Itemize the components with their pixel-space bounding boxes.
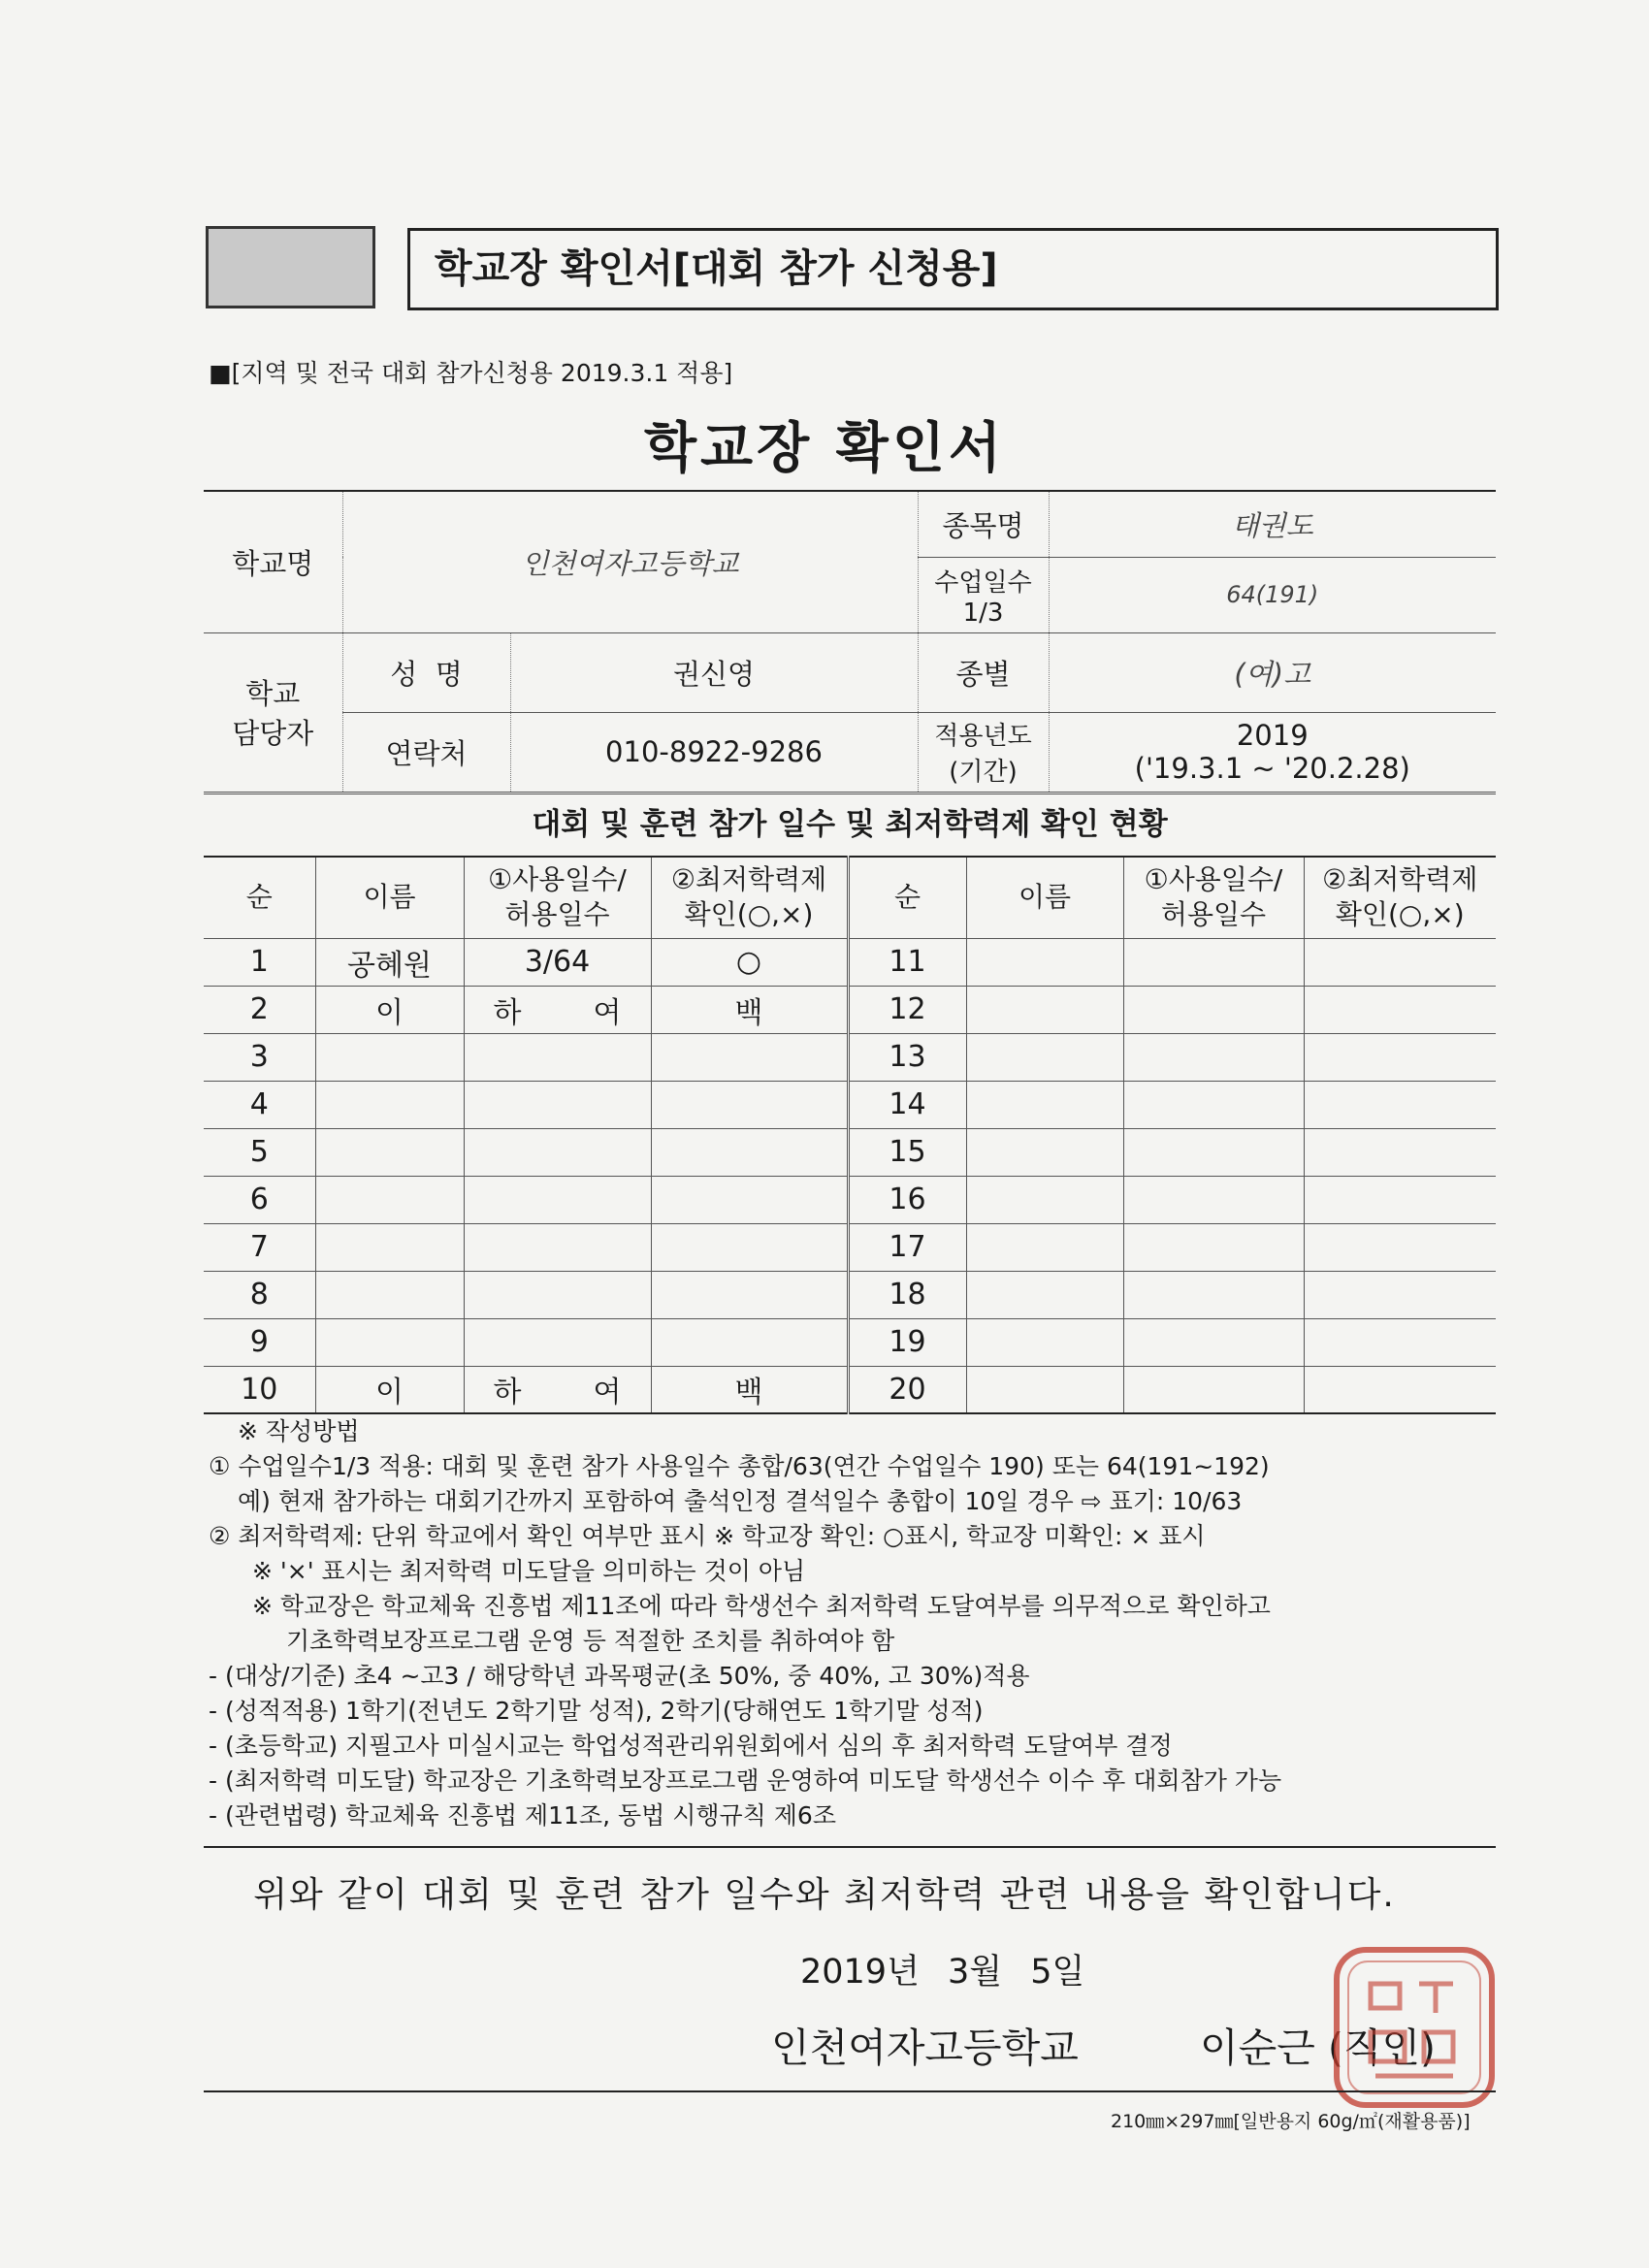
row-number: 12 <box>848 986 966 1033</box>
row-number: 17 <box>848 1223 966 1271</box>
row-days <box>1123 1318 1304 1366</box>
row-min <box>1304 1081 1496 1128</box>
row-days <box>464 1271 651 1318</box>
table-row <box>204 1176 1496 1223</box>
row-number: 15 <box>848 1128 966 1176</box>
header-days: ①사용일수/ 허용일수 <box>464 857 651 938</box>
row-min <box>651 1128 848 1176</box>
row-number: 19 <box>848 1318 966 1366</box>
divider <box>204 2090 1496 2092</box>
table-row <box>204 1318 1496 1366</box>
row-name <box>966 1033 1123 1081</box>
row-days <box>1123 1271 1304 1318</box>
header-min: ②최저학력제 확인(○,×) <box>1304 857 1496 938</box>
divider <box>204 1846 1496 1848</box>
page-title: 학교장 확인서 <box>643 417 1006 480</box>
event-label: 종목명 <box>918 491 1049 557</box>
school-info-table <box>204 490 1496 793</box>
row-min: 백 <box>651 986 848 1033</box>
table-row <box>204 1366 1496 1413</box>
note-line: ※ '×' 표시는 최저학력 미도달을 의미하는 것이 아님 <box>252 1557 806 1585</box>
class-days-value: 64(191) <box>1049 557 1496 632</box>
row-days <box>1123 1033 1304 1081</box>
row-min <box>1304 1366 1496 1413</box>
school-name-label: 학교명 <box>204 491 342 632</box>
note-line: ① 수업일수1/3 적용: 대회 및 훈련 참가 사용일수 총합/63(연간 수업일수 190) 또는 64(191~192) <box>209 1452 1270 1480</box>
row-name <box>315 1081 464 1128</box>
header-no: 순 <box>204 857 315 938</box>
row-name: 이 <box>315 1366 464 1413</box>
name-label: 성 명 <box>342 632 510 712</box>
year-label: 적용년도 (기간) <box>918 712 1049 792</box>
row-days <box>1123 1081 1304 1128</box>
row-name <box>966 986 1123 1033</box>
signature-date: 2019년 3월 5일 <box>800 1953 1085 1992</box>
table-row <box>204 1223 1496 1271</box>
row-min <box>1304 1223 1496 1271</box>
row-name <box>966 1271 1123 1318</box>
row-days <box>1123 1176 1304 1223</box>
row-min <box>1304 1318 1496 1366</box>
note-line: 기초학력보장프로그램 운영 등 적절한 조치를 취하여야 함 <box>286 1627 895 1655</box>
row-name <box>966 1176 1123 1223</box>
table-row <box>204 1128 1496 1176</box>
row-days <box>1123 1128 1304 1176</box>
row-min <box>1304 938 1496 986</box>
row-name <box>315 1128 464 1176</box>
table-row <box>204 1271 1496 1318</box>
note-line: - (대상/기준) 초4 ~고3 / 해당학년 과목평균(초 50%, 중 40%, 고 30%)적용 <box>209 1662 1030 1690</box>
row-number: 1 <box>204 938 315 986</box>
row-days: 3/64 <box>464 938 651 986</box>
row-days <box>1123 1366 1304 1413</box>
row-days <box>464 1318 651 1366</box>
row-days <box>464 1033 651 1081</box>
year-value: 2019 ('19.3.1 ~ '20.2.28) <box>1049 712 1496 792</box>
form-notice: ■[지역 및 전국 대회 참가신청용 2019.3.1 적용] <box>209 359 733 387</box>
header-days: ①사용일수/ 허용일수 <box>1123 857 1304 938</box>
manager-label: 학교 담당자 <box>204 632 342 792</box>
header-name: 이름 <box>315 857 464 938</box>
note-line: ② 최저학력제: 단위 학교에서 확인 여부만 표시 ※ 학교장 확인: ○표시, 학교장 미확인: × 표시 <box>209 1522 1206 1550</box>
header-min: ②최저학력제 확인(○,×) <box>651 857 848 938</box>
note-line: - (성적적용) 1학기(전년도 2학기말 성적), 2학기(당해연도 1학기말 성적) <box>209 1697 984 1725</box>
row-min <box>651 1081 848 1128</box>
event-value: 태권도 <box>1049 491 1496 557</box>
paper-spec: 210㎜×297㎜[일반용지 60g/㎡(재활용품)] <box>1111 2111 1471 2132</box>
header-name: 이름 <box>966 857 1123 938</box>
row-min: ○ <box>651 938 848 986</box>
row-name <box>315 1033 464 1081</box>
form-title: 학교장 확인서[대회 참가 신청용] <box>407 228 1499 310</box>
row-days <box>1123 1223 1304 1271</box>
row-name <box>966 1223 1123 1271</box>
row-min <box>651 1271 848 1318</box>
type-value: (여)고 <box>1049 632 1496 712</box>
row-number: 3 <box>204 1033 315 1081</box>
contact-value: 010-8922-9286 <box>510 712 918 792</box>
row-days <box>1123 986 1304 1033</box>
principal-signature: 이순근 (직인) <box>1200 2025 1437 2071</box>
row-min <box>651 1318 848 1366</box>
row-number: 4 <box>204 1081 315 1128</box>
photo-placeholder-box <box>206 226 375 308</box>
row-days <box>1123 938 1304 986</box>
row-number: 5 <box>204 1128 315 1176</box>
row-min <box>1304 1176 1496 1223</box>
table-row <box>204 986 1496 1033</box>
row-name <box>966 1081 1123 1128</box>
row-days <box>464 986 651 1033</box>
school-name-value: 인천여자고등학교 <box>342 491 918 632</box>
row-name: 공혜원 <box>315 938 464 986</box>
row-days-part: 여 <box>593 995 622 1030</box>
note-line: - (최저학력 미도달) 학교장은 기초학력보장프로그램 운영하여 미도달 학생선수 이수 후 대회참가 가능 <box>209 1766 1282 1795</box>
row-number: 20 <box>848 1366 966 1413</box>
row-min <box>1304 1271 1496 1318</box>
participation-table <box>204 856 1496 1414</box>
row-name <box>315 1318 464 1366</box>
row-days <box>464 1223 651 1271</box>
row-min <box>651 1223 848 1271</box>
row-min: 백 <box>651 1366 848 1413</box>
note-line: ※ 학교장은 학교체육 진흥법 제11조에 따라 학생선수 최저학력 도달여부를 의무적으로 확인하고 <box>252 1592 1271 1620</box>
row-name <box>966 1366 1123 1413</box>
row-number: 16 <box>848 1176 966 1223</box>
row-days-part: 하 <box>493 995 522 1030</box>
row-name <box>966 1128 1123 1176</box>
row-days-part: 하 <box>493 1376 522 1410</box>
row-name <box>315 1271 464 1318</box>
row-number: 2 <box>204 986 315 1033</box>
row-days <box>464 1081 651 1128</box>
header-no: 순 <box>848 857 966 938</box>
row-number: 8 <box>204 1271 315 1318</box>
row-days-part: 여 <box>593 1376 622 1410</box>
row-min <box>1304 986 1496 1033</box>
row-number: 18 <box>848 1271 966 1318</box>
note-line: - (초등학교) 지필고사 미실시교는 학업성적관리위원회에서 심의 후 최저학력 도달여부 결정 <box>209 1732 1173 1760</box>
name-value: 권신영 <box>510 632 918 712</box>
table-row <box>204 1081 1496 1128</box>
row-days <box>464 1366 651 1413</box>
row-days <box>464 1176 651 1223</box>
row-number: 6 <box>204 1176 315 1223</box>
row-min <box>651 1176 848 1223</box>
note-line: 예) 현재 참가하는 대회기간까지 포함하여 출석인정 결석일수 총합이 10일 경우 ⇨ 표기: 10/63 <box>238 1487 1243 1515</box>
note-line: - (관련법령) 학교체육 진흥법 제11조, 동법 시행규칙 제6조 <box>209 1801 836 1830</box>
contact-label: 연락처 <box>342 712 510 792</box>
row-number: 9 <box>204 1318 315 1366</box>
class-days-label: 수업일수 1/3 <box>918 557 1049 632</box>
row-number: 11 <box>848 938 966 986</box>
instructions <box>209 1414 1499 1833</box>
row-days <box>464 1128 651 1176</box>
row-name <box>966 938 1123 986</box>
row-min <box>1304 1033 1496 1081</box>
school-signature: 인천여자고등학교 <box>771 2025 1079 2071</box>
type-label: 종별 <box>918 632 1049 712</box>
row-number: 10 <box>204 1366 315 1413</box>
row-number: 14 <box>848 1081 966 1128</box>
table-row <box>204 1033 1496 1081</box>
notes-heading: ※ 작성방법 <box>238 1417 360 1445</box>
row-name <box>315 1176 464 1223</box>
row-name: 이 <box>315 986 464 1033</box>
section-title: 대회 및 훈련 참가 일수 및 최저학력제 확인 현황 <box>204 794 1496 855</box>
confirmation-text: 위와 같이 대회 및 훈련 참가 일수와 최저학력 관련 내용을 확인합니다. <box>253 1875 1396 1915</box>
row-name <box>966 1318 1123 1366</box>
row-number: 13 <box>848 1033 966 1081</box>
official-seal-icon <box>1327 1940 1502 2115</box>
row-min <box>651 1033 848 1081</box>
row-number: 7 <box>204 1223 315 1271</box>
table-row <box>204 938 1496 986</box>
row-min <box>1304 1128 1496 1176</box>
row-name <box>315 1223 464 1271</box>
